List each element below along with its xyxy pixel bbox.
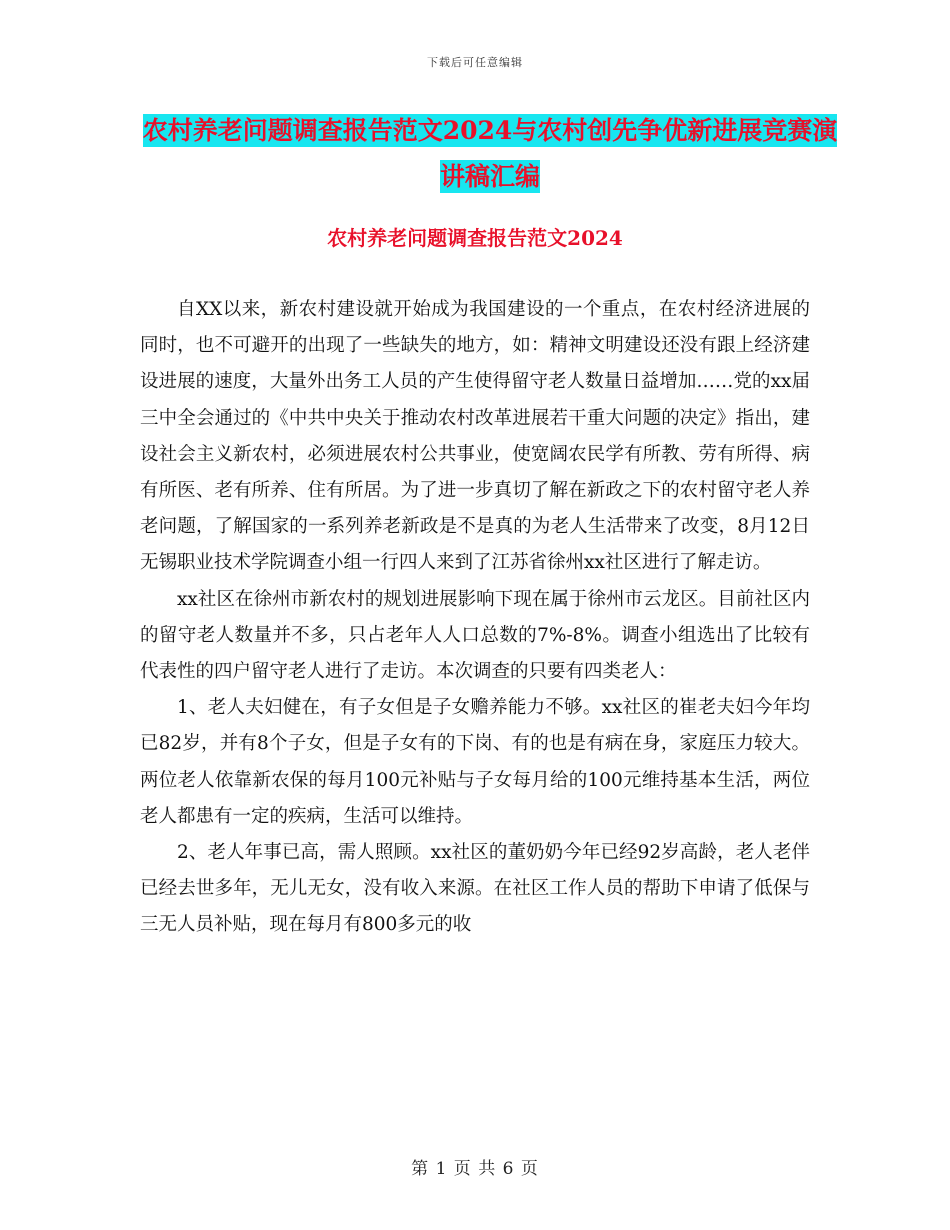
document-body [140,292,810,944]
header-note: 下载后可任意编辑 [427,56,523,69]
page-indicator: 第 1 页 共 6 页 [411,1159,539,1179]
paragraph: 2、老人年事已高，需人照顾。xx社区的董奶奶今年已经92岁高龄，老人老伴已经去世多年，无儿无女，没有收入来源。在社区工作人员的帮助下申请了低保与三无人员补贴，现在每月有800多元的收 [140,842,810,936]
document-title-text: 农村养老问题调查报告范文2024与农村创先争优新进展竞赛演讲稿汇编 [142,116,838,191]
paragraph: 1、老人夫妇健在，有子女但是子女赡养能力不够。xx社区的崔老夫妇今年均已82岁，并有8个子女，但是子女有的下岗、有的也是有病在身，家庭压力较大。两位老人依靠新农保的每月100元补贴与子女每月给的100元维持基本生活，两位老人都患有一定的疾病，生活可以维持。 [140,697,810,827]
document-title [140,108,840,200]
section-title: 农村养老问题调查报告范文2024 [327,226,623,250]
paragraph: xx社区在徐州市新农村的规划进展影响下现在属于徐州市云龙区。目前社区内的留守老人数量并不多，只占老年人人口总数的7%-8%。调查小组选出了比较有代表性的四户留守老人进行了走访。本次调查的只要有四类老人： [140,588,810,683]
paragraph: 自XX以来，新农村建设就开始成为我国建设的一个重点，在农村经济进展的同时，也不可避开的出现了一些缺失的地方，如：精神文明建设还没有跟上经济建设进展的速度，大量外出务工人员的产生使得留守老人数量日益增加……党的xx届三中全会通过的《中共中央关于推动农村改革进展若干重大问题的决定》指出，建设社会主义新农村，必须进展农村公共事业，使宽阔农民学有所教、劳有所得、病有所医、老有所养、住有所居。为了进一步真切了解在新政之下的农村留守老人养老问题，了解国家的一系列养老新政是不是真的为老人生活带来了改变，8月12日无锡职业技术学院调查小组一行四人来到了江苏省徐州xx社区进行了解走访。 [140,299,810,574]
